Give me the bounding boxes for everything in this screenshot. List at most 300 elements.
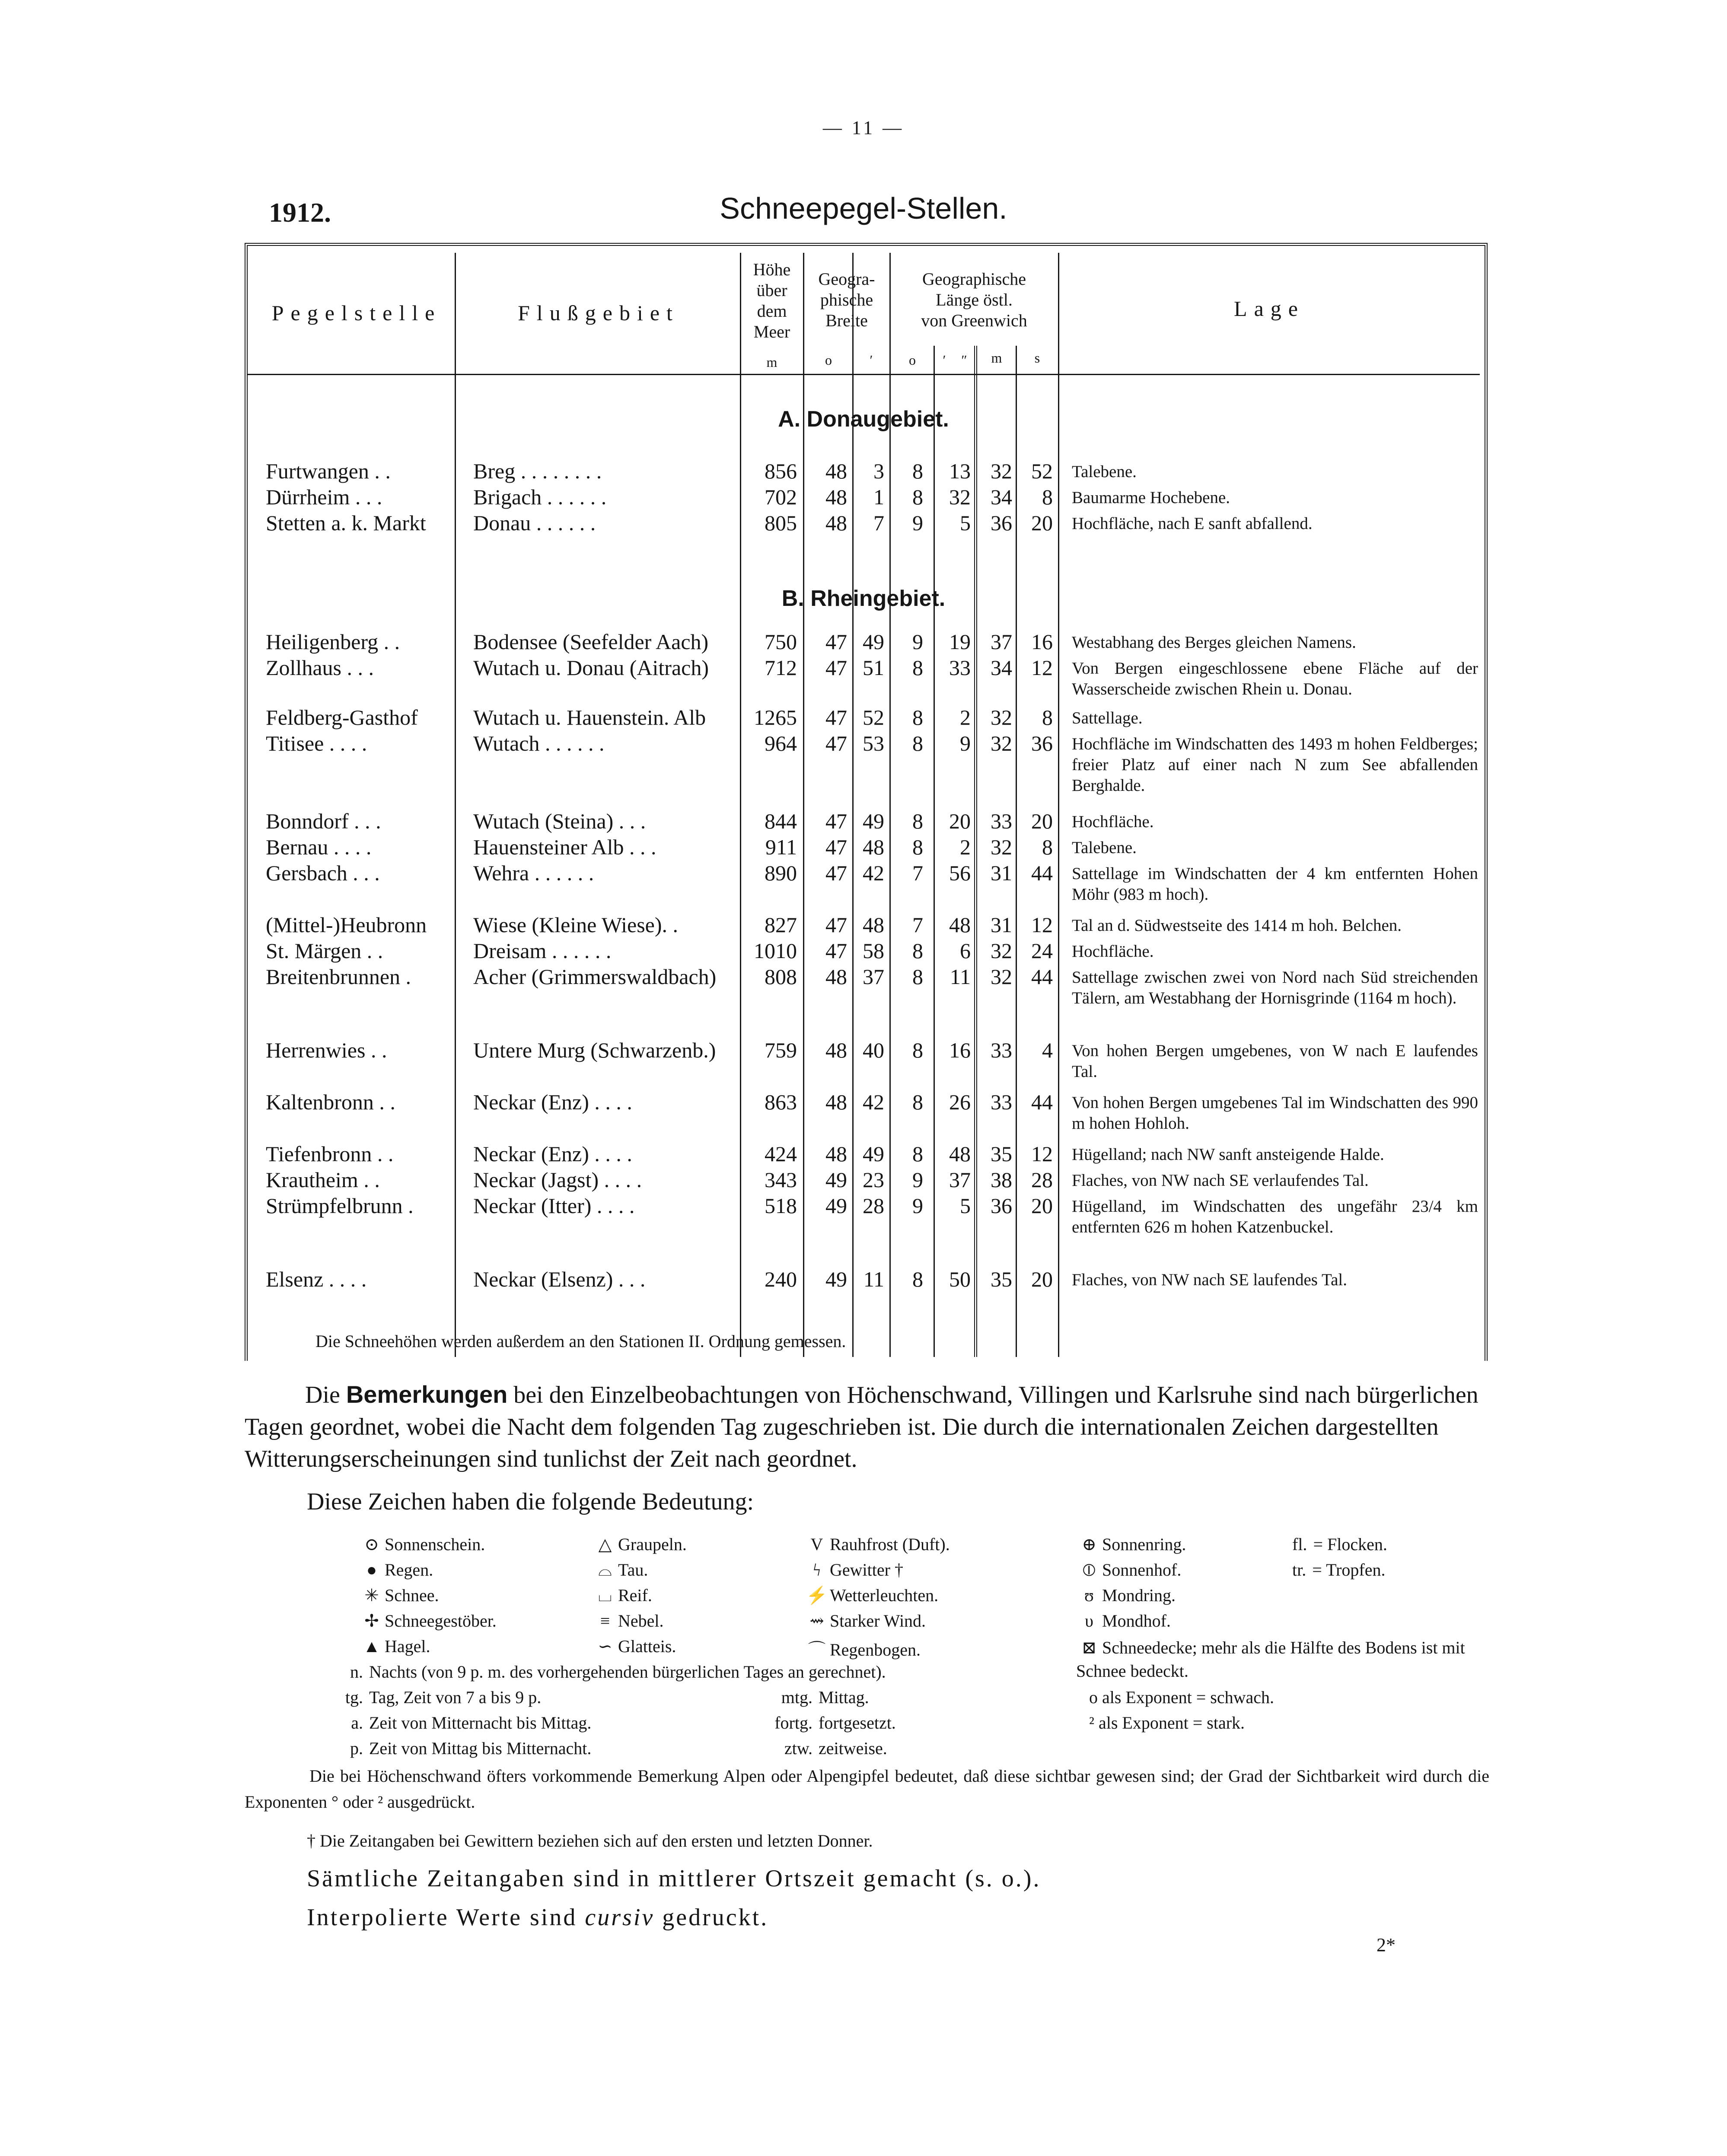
weather-symbol-icon: △: [598, 1535, 612, 1554]
cell-lage: Von hohen Bergen umgebenes Tal im Windschatten des 990 m hohen Hohloh.: [1072, 1093, 1478, 1133]
cell-b-deg: 47: [825, 630, 847, 654]
cell-t-s: 52: [1031, 459, 1053, 483]
cell-b-deg: 48: [825, 1090, 847, 1114]
weather-symbol-icon: ●: [366, 1560, 377, 1580]
header-rule: [247, 374, 1480, 375]
cell-hoehe: 424: [765, 1142, 797, 1166]
unit-breite-min: ′: [870, 352, 873, 368]
cell-t-m: 32: [991, 965, 1012, 989]
legend-label: Gewitter †: [830, 1560, 903, 1580]
cell-t-s: 20: [1031, 1194, 1053, 1218]
legend-label: Regen.: [385, 1560, 433, 1580]
legend-label: = Tropfen.: [1312, 1560, 1386, 1580]
legend-label: Wetterleuchten.: [830, 1586, 939, 1605]
cell-l-min: 33: [949, 656, 971, 680]
cell-river: Donau . . . . . .: [473, 511, 596, 535]
cell-hoehe: 964: [765, 731, 797, 755]
cell-station: Furtwangen . .: [266, 459, 391, 483]
cell-b-deg: 48: [825, 459, 847, 483]
cell-t-s: 12: [1031, 1142, 1053, 1166]
cell-b-deg: 48: [825, 511, 847, 535]
cell-lage: Flaches, von NW nach SE verlaufendes Tal.: [1072, 1171, 1369, 1190]
cell-hoehe: 518: [765, 1194, 797, 1218]
weather-symbol-icon: ϟ: [813, 1560, 821, 1580]
cell-lage: Baumarme Hochebene.: [1072, 488, 1230, 507]
cell-station: Tiefenbronn . .: [266, 1142, 394, 1166]
abbreviation-item: [743, 1687, 869, 1707]
cell-l-min: 2: [960, 835, 971, 859]
legend-item: [592, 1560, 648, 1580]
cell-hoehe: 240: [765, 1267, 797, 1291]
cell-t-m: 33: [991, 1038, 1012, 1062]
cell-river: Neckar (Elsenz) . . .: [473, 1267, 646, 1291]
legend-item: [804, 1636, 921, 1661]
cell-lage: Talebene.: [1072, 462, 1137, 481]
cell-l-min: 32: [949, 485, 971, 509]
abbreviation: n.: [350, 1662, 363, 1681]
cell-b-min: 11: [863, 1267, 884, 1291]
cell-b-min: 49: [863, 630, 884, 654]
cell-hoehe: 863: [765, 1090, 797, 1114]
cell-hoehe: 890: [765, 861, 797, 885]
cell-b-min: 49: [863, 809, 884, 833]
legend-label: Regenbogen.: [830, 1640, 921, 1659]
cell-t-s: 20: [1031, 809, 1053, 833]
cell-l-min: 11: [950, 965, 971, 989]
cell-t-s: 24: [1031, 939, 1053, 963]
legend-item: [804, 1585, 938, 1605]
cell-hoehe: 1265: [754, 705, 797, 729]
legend-item: [359, 1636, 430, 1656]
legend-label: Mondhof.: [1102, 1611, 1171, 1631]
cell-hoehe: 911: [765, 835, 797, 859]
cell-l-deg: 8: [912, 1142, 923, 1166]
cell-t-m: 32: [991, 835, 1012, 859]
legend-label: Mondring.: [1102, 1586, 1176, 1605]
cell-station: Dürrheim . . .: [266, 485, 382, 509]
legend-label: Tau.: [618, 1560, 648, 1580]
cell-t-s: 20: [1031, 1267, 1053, 1291]
unit-hoehe: m: [766, 354, 777, 370]
cell-station: Gersbach . . .: [266, 861, 380, 885]
cell-l-deg: 8: [912, 731, 923, 755]
abbreviation: mtg.: [781, 1688, 813, 1707]
cell-b-deg: 47: [825, 835, 847, 859]
legend-label: Hagel.: [385, 1637, 430, 1656]
weather-symbol-icon: fl.: [1292, 1535, 1307, 1554]
cell-river: Wutach u. Donau (Aitrach): [473, 656, 709, 680]
unit-zeit-s: s: [1034, 350, 1040, 366]
corner-mark: 2*: [1377, 1934, 1396, 1955]
weather-symbol-icon: ✢: [364, 1611, 379, 1631]
cell-lage: Von Bergen eingeschlossene ebene Fläche auf der Wasserscheide zwischen Rhein u. Donau.: [1072, 659, 1478, 698]
cell-station: Feldberg-Gasthof: [266, 705, 418, 729]
cell-t-m: 32: [991, 731, 1012, 755]
weather-symbol-icon: ⊕: [1082, 1535, 1096, 1554]
remarks-paragraph: Die Bemerkungen bei den Einzelbeobachtungen von Höchenschwand, Villingen und Karlsruhe sind nach bürgerlichen Tagen geordnet, wobei die Nacht dem folgenden Tag zugeschrieben ist. Die durch die internationalen Zeichen dargestellten Witterungserscheinungen sind tunlichst der Zeit nach geordnet.: [245, 1381, 1478, 1472]
cell-b-min: 42: [863, 861, 884, 885]
cell-lage: Sattellage.: [1072, 709, 1143, 727]
cell-t-s: 8: [1042, 705, 1053, 729]
unit-zeit-m: m: [991, 350, 1002, 366]
weather-symbol-icon: ʊ: [1084, 1586, 1094, 1605]
abbreviation-text: Nachts (von 9 p. m. des vorhergehenden bürgerlichen Tages an gerechnet).: [369, 1662, 886, 1681]
cell-t-s: 28: [1031, 1168, 1053, 1192]
page-number: — 11 —: [822, 117, 905, 138]
legend-item: [592, 1585, 652, 1605]
cell-t-s: 12: [1031, 913, 1053, 937]
legend-item: [359, 1560, 433, 1580]
cell-lage: Talebene.: [1072, 838, 1137, 857]
weather-symbol-icon: ⊠: [1082, 1638, 1096, 1657]
note-interpolated: Interpolierte Werte sind cursiv gedruckt.: [307, 1904, 769, 1931]
legend-item: [804, 1560, 903, 1580]
legend-item: [1076, 1636, 1491, 1683]
cell-b-deg: 48: [825, 1038, 847, 1062]
abbreviation-text: fortgesetzt.: [819, 1713, 896, 1732]
cell-river: Wehra . . . . . .: [473, 861, 594, 885]
cell-l-deg: 8: [912, 835, 923, 859]
unit-laenge-sec: ″: [961, 352, 967, 368]
abbreviation-item: [333, 1713, 591, 1733]
legend-item: [1292, 1560, 1386, 1580]
cell-b-deg: 48: [825, 965, 847, 989]
legend-intro: Diese Zeichen haben die folgende Bedeutung:: [307, 1488, 754, 1515]
cell-l-deg: 9: [912, 1194, 923, 1218]
cell-b-min: 28: [863, 1194, 884, 1218]
cell-b-deg: 47: [825, 809, 847, 833]
cell-l-min: 2: [960, 705, 971, 729]
weather-symbol-icon: ⊙: [364, 1535, 379, 1554]
cell-l-min: 9: [960, 731, 971, 755]
cell-t-m: 35: [991, 1142, 1012, 1166]
cell-b-min: 48: [863, 835, 884, 859]
cell-t-m: 33: [991, 809, 1012, 833]
exponent-note: ² als Exponent = stark.: [1089, 1713, 1245, 1732]
abbreviation: a.: [351, 1713, 363, 1732]
legend-item: [592, 1611, 664, 1631]
cell-station: Elsenz . . . .: [266, 1267, 367, 1291]
abbreviation: tg.: [345, 1688, 363, 1707]
cell-b-min: 1: [873, 485, 884, 509]
weather-symbol-icon: tr.: [1292, 1560, 1306, 1580]
header-laenge: Geographische Länge östl. von Greenwich: [921, 269, 1027, 330]
cell-station: Heiligenberg . .: [266, 630, 400, 654]
cell-t-m: 31: [991, 861, 1012, 885]
legend-label: = Flocken.: [1313, 1535, 1387, 1554]
cell-river: Dreisam . . . . . .: [473, 939, 612, 963]
cell-t-m: 32: [991, 459, 1012, 483]
cell-river: Wiese (Kleine Wiese). .: [473, 913, 679, 937]
cell-t-m: 32: [991, 939, 1012, 963]
cell-b-deg: 47: [825, 939, 847, 963]
year: 1912.: [269, 197, 331, 228]
cell-river: Bodensee (Seefelder Aach): [473, 630, 709, 654]
cell-river: Wutach . . . . . .: [473, 731, 605, 755]
cell-t-s: 8: [1042, 485, 1053, 509]
cell-b-min: 42: [863, 1090, 884, 1114]
cell-t-m: 31: [991, 913, 1012, 937]
cell-lage: Flaches, von NW nach SE laufendes Tal.: [1072, 1271, 1348, 1289]
abbreviation: ztw.: [784, 1739, 813, 1758]
cell-hoehe: 1010: [754, 939, 797, 963]
cell-l-deg: 9: [912, 1168, 923, 1192]
cell-t-s: 16: [1031, 630, 1053, 654]
cell-t-s: 36: [1031, 731, 1053, 755]
cell-l-min: 6: [960, 939, 971, 963]
cell-b-deg: 49: [825, 1194, 847, 1218]
cell-l-min: 13: [949, 459, 971, 483]
legend-label: Schneegestöber.: [385, 1611, 497, 1631]
legend-item: [1076, 1611, 1171, 1631]
weather-symbol-icon: ⌒: [808, 1640, 825, 1659]
cell-river: Neckar (Itter) . . . .: [473, 1194, 635, 1218]
weather-symbol-icon: ∽: [598, 1637, 612, 1656]
legend-label: Rauhfrost (Duft).: [830, 1535, 950, 1554]
abbreviation-text: Zeit von Mitternacht bis Mittag.: [369, 1713, 592, 1732]
cell-b-min: 23: [863, 1168, 884, 1192]
legend-item: [359, 1585, 439, 1605]
abbreviation-item: [333, 1687, 541, 1707]
cell-b-min: 49: [863, 1142, 884, 1166]
cell-station: St. Märgen . .: [266, 939, 383, 963]
cell-l-min: 16: [949, 1038, 971, 1062]
legend-label: Reif.: [618, 1586, 652, 1605]
legend-label: Graupeln.: [618, 1535, 687, 1554]
cell-l-min: 5: [960, 1194, 971, 1218]
legend-item: [359, 1534, 485, 1554]
cell-t-m: 37: [991, 630, 1012, 654]
unit-laenge-min: ′: [943, 352, 946, 368]
cell-t-s: 8: [1042, 835, 1053, 859]
weather-symbol-icon: ⚡: [806, 1586, 828, 1605]
cell-l-min: 5: [960, 511, 971, 535]
cell-b-min: 51: [863, 656, 884, 680]
header-hoehe: Höhe über dem Meer: [753, 260, 791, 341]
cell-station: Herrenwies . .: [266, 1038, 387, 1062]
cell-b-deg: 49: [825, 1168, 847, 1192]
cell-hoehe: 808: [765, 965, 797, 989]
header-lage: Lage: [1234, 296, 1305, 321]
cell-hoehe: 712: [765, 656, 797, 680]
cell-b-min: 48: [863, 913, 884, 937]
unit-breite-deg: o: [825, 352, 832, 368]
legend-item: [1076, 1534, 1186, 1554]
abbreviation-item: [333, 1738, 591, 1758]
cell-river: Brigach . . . . . .: [473, 485, 607, 509]
header-pegelstelle: Pegelstelle: [271, 301, 442, 325]
cell-b-min: 52: [863, 705, 884, 729]
abbreviation-item: [743, 1738, 887, 1758]
weather-symbol-icon: ⌓: [598, 1560, 612, 1580]
cell-hoehe: 702: [765, 485, 797, 509]
cell-lage: Sattellage zwischen zwei von Nord nach Süd streichenden Tälern, am Westabhang der Hornisgrinde (1164 m hoch).: [1072, 968, 1478, 1007]
weather-symbol-icon: ⦶: [1083, 1560, 1096, 1580]
cell-l-deg: 8: [912, 1090, 923, 1114]
cell-l-min: 20: [949, 809, 971, 833]
cell-river: Wutach u. Hauenstein. Alb: [473, 705, 706, 729]
cell-t-m: 34: [991, 656, 1012, 680]
cell-river: Untere Murg (Schwarzenb.): [473, 1038, 716, 1062]
cell-t-m: 32: [991, 705, 1012, 729]
cell-t-m: 36: [991, 1194, 1012, 1218]
cell-l-deg: 8: [912, 459, 923, 483]
legend-label: Sonnenring.: [1102, 1535, 1186, 1554]
legend-label: Starker Wind.: [830, 1611, 926, 1631]
cell-station: Zollhaus . . .: [266, 656, 374, 680]
cell-l-min: 19: [949, 630, 971, 654]
cell-river: Breg . . . . . . . .: [473, 459, 602, 483]
cell-river: Neckar (Jagst) . . . .: [473, 1168, 642, 1192]
weather-symbol-icon: ≡: [600, 1611, 610, 1631]
cell-hoehe: 844: [765, 809, 797, 833]
weather-symbol-icon: ⌴: [598, 1586, 612, 1605]
legend-label: Schnee.: [385, 1586, 439, 1605]
legend-item: [804, 1534, 950, 1554]
abbreviation-text: Mittag.: [819, 1688, 869, 1707]
cell-b-deg: 47: [825, 731, 847, 755]
legend-item: [592, 1636, 676, 1656]
note-alpen: Die bei Höchenschwand öfters vorkommende Bemerkung Alpen oder Alpengipfel bedeutet, daß diese sichtbar gewesen sind; der Grad der Sichtbarkeit wird durch die Exponenten ° oder ² ausgedrückt.: [245, 1766, 1489, 1812]
cell-river: Acher (Grimmerswaldbach): [473, 965, 717, 989]
cell-l-deg: 8: [912, 1267, 923, 1291]
cell-l-min: 50: [949, 1267, 971, 1291]
legend-label: Sonnenschein.: [385, 1535, 485, 1554]
cell-t-m: 36: [991, 511, 1012, 535]
cell-river: Wutach (Steina) . . .: [473, 809, 646, 833]
abbreviation: p.: [350, 1739, 363, 1758]
cell-b-deg: 48: [825, 1142, 847, 1166]
cell-l-deg: 8: [912, 939, 923, 963]
legend-label: Schneedecke; mehr als die Hälfte des Bodens ist mit Schnee bedeckt.: [1076, 1638, 1465, 1681]
legend-item: [592, 1534, 687, 1554]
cell-hoehe: 759: [765, 1038, 797, 1062]
cell-b-min: 53: [863, 731, 884, 755]
cell-t-m: 34: [991, 485, 1012, 509]
legend-item: [1076, 1560, 1181, 1580]
legend-label: Sonnenhof.: [1102, 1560, 1182, 1580]
legend-label: Nebel.: [618, 1611, 664, 1631]
cell-station: Strümpfelbrunn .: [266, 1194, 414, 1218]
cell-l-min: 56: [949, 861, 971, 885]
cell-l-deg: 8: [912, 809, 923, 833]
cell-b-min: 3: [873, 459, 884, 483]
cell-station: Krautheim . .: [266, 1168, 380, 1192]
note-gewitter: † Die Zeitangaben bei Gewittern beziehen sich auf den ersten und letzten Donner.: [307, 1831, 873, 1850]
header-flussgebiet: Flußgebiet: [518, 301, 679, 325]
cell-b-min: 58: [863, 939, 884, 963]
abbreviation-text: zeitweise.: [819, 1739, 887, 1758]
cell-l-deg: 8: [912, 485, 923, 509]
cell-hoehe: 805: [765, 511, 797, 535]
cell-station: (Mittel-)Heubronn: [266, 913, 427, 937]
cell-lage: Hochfläche.: [1072, 942, 1154, 961]
cell-l-deg: 8: [912, 656, 923, 680]
cell-t-m: 33: [991, 1090, 1012, 1114]
cell-station: Kaltenbronn . .: [266, 1090, 395, 1114]
cell-hoehe: 750: [765, 630, 797, 654]
unit-laenge-deg: o: [909, 352, 916, 368]
weather-symbol-icon: υ: [1085, 1611, 1093, 1631]
cell-station: Stetten a. k. Markt: [266, 511, 426, 535]
cell-t-s: 12: [1031, 656, 1053, 680]
cell-l-deg: 9: [912, 511, 923, 535]
cell-l-deg: 8: [912, 705, 923, 729]
col-divider: [974, 346, 977, 1357]
table-note: Die Schneehöhen werden außerdem an den Stationen II. Ordnung gemessen.: [315, 1331, 846, 1351]
abbreviation-item: [333, 1662, 886, 1682]
cell-b-deg: 47: [825, 913, 847, 937]
legend-item: [1292, 1534, 1387, 1554]
cell-lage: Hügelland; nach NW sanft ansteigende Halde.: [1072, 1145, 1384, 1164]
weather-symbol-icon: ✳: [364, 1586, 379, 1605]
cell-b-min: 40: [863, 1038, 884, 1062]
cell-t-m: 35: [991, 1267, 1012, 1291]
cell-l-deg: 7: [912, 861, 923, 885]
abbreviation: fortg.: [774, 1713, 813, 1732]
cell-lage: Westabhang des Berges gleichen Namens.: [1072, 633, 1356, 652]
cell-l-deg: 8: [912, 965, 923, 989]
cell-t-s: 4: [1042, 1038, 1053, 1062]
cell-station: Bonndorf . . .: [266, 809, 381, 833]
cell-river: Neckar (Enz) . . . .: [473, 1090, 632, 1114]
cell-l-deg: 7: [912, 913, 923, 937]
cell-station: Titisee . . . .: [266, 731, 367, 755]
cell-b-deg: 47: [825, 656, 847, 680]
page-title: Schneepegel-Stellen.: [720, 191, 1007, 225]
cell-l-min: 37: [949, 1168, 971, 1192]
abbreviation-text: Tag, Zeit von 7 a bis 9 p.: [369, 1688, 542, 1707]
weather-symbol-icon: V: [810, 1535, 823, 1554]
cell-t-s: 44: [1031, 965, 1053, 989]
cell-hoehe: 827: [765, 913, 797, 937]
cell-l-min: 48: [949, 913, 971, 937]
weather-symbol-icon: ▲: [363, 1637, 380, 1656]
cell-l-min: 48: [949, 1142, 971, 1166]
cell-lage: Hochfläche im Windschatten des 1493 m hohen Feldberges; freier Platz auf einer nach N zum See abfallenden Berghalde.: [1072, 735, 1478, 795]
cell-river: Neckar (Enz) . . . .: [473, 1142, 632, 1166]
cell-t-s: 44: [1031, 861, 1053, 885]
legend-item: [804, 1611, 926, 1631]
cell-b-min: 37: [863, 965, 884, 989]
cell-t-s: 44: [1031, 1090, 1053, 1114]
cell-lage: Sattellage im Windschatten der 4 km entfernten Hohen Möhr (983 m hoch).: [1072, 864, 1478, 904]
exponent-note: o als Exponent = schwach.: [1089, 1688, 1275, 1707]
note-ortszeit: Sämtliche Zeitangaben sind in mittlerer Ortszeit gemacht (s. o.).: [307, 1865, 1041, 1892]
cell-b-deg: 47: [825, 705, 847, 729]
legend-item: [359, 1611, 497, 1631]
header-breite: Geogra- phische Breite: [818, 269, 875, 330]
abbreviation-text: Zeit von Mittag bis Mitternacht.: [369, 1739, 592, 1758]
section-title-donau: A. Donaugebiet.: [778, 407, 949, 432]
cell-t-m: 38: [991, 1168, 1012, 1192]
cell-lage: Hochfläche, nach E sanft abfallend.: [1072, 514, 1313, 533]
cell-l-deg: 8: [912, 1038, 923, 1062]
cell-b-deg: 47: [825, 861, 847, 885]
abbreviation-item: [743, 1713, 896, 1733]
cell-t-s: 20: [1031, 511, 1053, 535]
cell-hoehe: 856: [765, 459, 797, 483]
cell-lage: Von hohen Bergen umgebenes, von W nach E laufendes Tal.: [1072, 1041, 1478, 1081]
cell-hoehe: 343: [765, 1168, 797, 1192]
cell-b-deg: 48: [825, 485, 847, 509]
legend-label: Glatteis.: [618, 1637, 676, 1656]
section-title-rhein: B. Rheingebiet.: [781, 586, 946, 611]
weather-symbol-icon: ⇝: [809, 1611, 824, 1631]
cell-station: Breitenbrunnen .: [266, 965, 411, 989]
cell-lage: Hochfläche.: [1072, 812, 1154, 831]
cell-b-min: 7: [873, 511, 884, 535]
